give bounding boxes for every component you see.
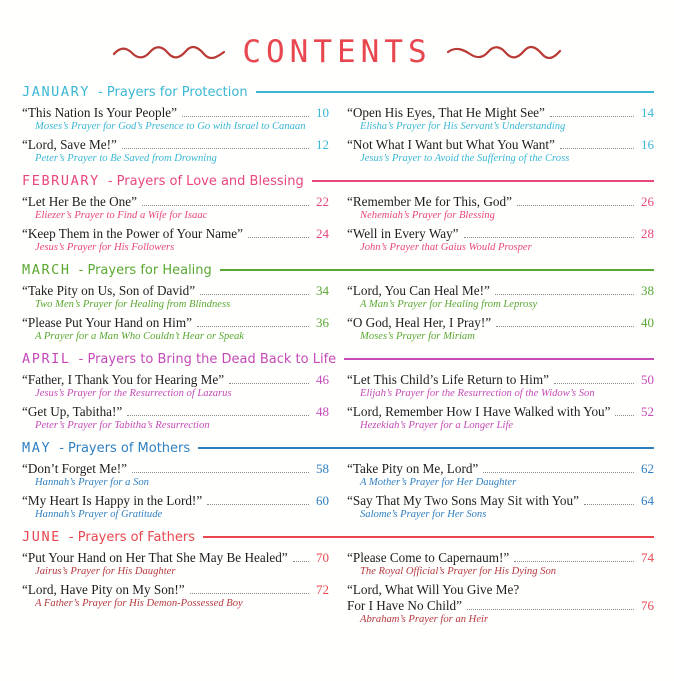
toc-entry-line [347, 137, 654, 152]
toc-entry-subtitle: Hannah’s Prayer of Gratitude [35, 509, 163, 520]
leader-dots [132, 472, 309, 473]
leader-dots [495, 294, 634, 295]
toc-page-number[interactable]: 24 [316, 226, 329, 241]
leader-dots [127, 415, 309, 416]
month-divider [256, 91, 654, 93]
page-title-row [0, 0, 674, 76]
toc-entry-subtitle: John’s Prayer that Gaius Would Prosper [360, 242, 532, 253]
month-block [22, 262, 654, 347]
toc-entry-subtitle: Peter’s Prayer to Be Saved from Drowning [35, 153, 217, 164]
leader-dots [197, 326, 309, 327]
toc-entry-title: “My Heart Is Happy in the Lord!” [22, 493, 203, 508]
month-name: FEBRUARY [22, 173, 100, 189]
toc-page-number[interactable]: 58 [316, 461, 329, 476]
toc-entry-line [347, 404, 654, 419]
toc-entry-title: “This Nation Is Your People” [22, 105, 177, 120]
toc-entry-line [22, 137, 329, 152]
toc-page-number[interactable]: 76 [641, 598, 654, 613]
toc-page-number[interactable]: 62 [641, 461, 654, 476]
toc-page-number[interactable]: 26 [641, 194, 654, 209]
toc-page-number[interactable]: 64 [641, 493, 654, 508]
month-columns [22, 194, 654, 258]
toc-page-number[interactable]: 34 [316, 283, 329, 298]
leader-dots [229, 383, 309, 384]
toc-page-number[interactable]: 16 [641, 137, 654, 152]
toc-entry-subtitle: A Mother’s Prayer for Her Daughter [360, 477, 517, 488]
column-left [22, 194, 329, 258]
column-right [347, 550, 654, 630]
column-right [347, 372, 654, 436]
toc-entry-title-cont: For I Have No Child” [347, 598, 463, 613]
month-divider [344, 358, 654, 360]
toc-entry[interactable] [22, 315, 329, 344]
toc-entry-line [347, 226, 654, 241]
toc-page-number[interactable]: 60 [316, 493, 329, 508]
toc-entry-title: “Put Your Hand on Her That She May Be Healed” [22, 550, 288, 565]
column-left [22, 372, 329, 436]
month-columns [22, 461, 654, 525]
month-name: JUNE [22, 529, 61, 545]
toc-entry-subtitle: Eliezer’s Prayer to Find a Wife for Isaac [35, 210, 208, 221]
month-heading [22, 529, 654, 545]
toc-entry-line [347, 372, 654, 387]
toc-entry-line [22, 194, 329, 209]
leader-dots [467, 609, 634, 610]
leader-dots [584, 504, 634, 505]
toc-entry-subtitle: Elijah’s Prayer for the Resurrection of the Widow’s Son [360, 388, 595, 399]
toc-entry-line [22, 105, 329, 120]
leader-dots [207, 504, 309, 505]
toc-entry[interactable] [22, 226, 329, 255]
toc-entry-line [22, 226, 329, 241]
toc-entry[interactable] [347, 283, 654, 312]
toc-entry[interactable] [22, 105, 329, 134]
toc-entry-subtitle: Elisha’s Prayer for His Servant’s Understanding [360, 121, 566, 132]
toc-entry-title: “O God, Heal Her, I Pray!” [347, 315, 492, 330]
month-subtitle: - Prayers to Bring the Dead Back to Life [78, 351, 337, 367]
toc-entry-title: “Don’t Forget Me!” [22, 461, 127, 476]
toc-entry-line [22, 315, 329, 330]
column-right [347, 461, 654, 525]
month-columns [22, 550, 654, 630]
month-heading [22, 173, 654, 189]
toc-entry-line [347, 550, 654, 565]
toc-entry-title: “Lord, Save Me!” [22, 137, 117, 152]
leader-dots [514, 561, 634, 562]
toc-entry[interactable] [347, 137, 654, 166]
month-divider [220, 269, 654, 271]
leader-dots [560, 148, 634, 149]
column-left [22, 550, 329, 630]
toc-entry-subtitle: Jairus’s Prayer for His Daughter [35, 566, 176, 577]
toc-entry-title: “Father, I Thank You for Hearing Me” [22, 372, 225, 387]
toc-entry-subtitle: Jesus’s Prayer to Avoid the Suffering of the Cross [360, 153, 570, 164]
toc-entry-subtitle: The Royal Official’s Prayer for His Dying Son [360, 566, 557, 577]
toc-entry-title: “Lord, What Will You Give Me? [347, 582, 520, 597]
toc-entry-line [347, 315, 654, 330]
toc-entry-line [22, 461, 329, 476]
toc-entry-line [22, 404, 329, 419]
toc-entry-subtitle: Nehemiah’s Prayer for Blessing [360, 210, 495, 221]
leader-dots [182, 116, 309, 117]
leader-dots [483, 472, 634, 473]
toc-entry[interactable] [22, 550, 329, 579]
toc-entry[interactable] [347, 550, 654, 579]
column-right [347, 283, 654, 347]
month-block [22, 173, 654, 258]
page-title: CONTENTS [242, 34, 432, 70]
toc-entry[interactable] [22, 372, 329, 401]
leader-dots [293, 561, 309, 562]
toc-entry-line [22, 493, 329, 508]
toc-entry-title: “Let Her Be the One” [22, 194, 137, 209]
toc-entry-title: “Let This Child’s Life Return to Him” [347, 372, 549, 387]
month-divider [198, 447, 654, 449]
toc-entry-title: “Please Put Your Hand on Him” [22, 315, 192, 330]
toc-page-number[interactable]: 14 [641, 105, 654, 120]
column-left [22, 283, 329, 347]
toc-entry-title: “Keep Them in the Power of Your Name” [22, 226, 243, 241]
toc-page-number[interactable]: 74 [641, 550, 654, 565]
toc-entry[interactable] [22, 404, 329, 433]
leader-dots [122, 148, 309, 149]
toc-entry[interactable] [22, 137, 329, 166]
toc-entry-title: “Not What I Want but What You Want” [347, 137, 555, 152]
toc-entry-title: “Remember Me for This, God” [347, 194, 512, 209]
month-divider [312, 180, 654, 182]
toc-entry-subtitle: Hannah’s Prayer for a Son [35, 477, 149, 488]
toc-entry-line [347, 283, 654, 298]
toc-entry-subtitle: A Man’s Prayer for Healing from Leprosy [360, 299, 538, 310]
leader-dots [550, 116, 634, 117]
toc-page-number[interactable]: 22 [316, 194, 329, 209]
toc-entry-subtitle: Jesus’s Prayer for His Followers [35, 242, 175, 253]
month-block [22, 529, 654, 630]
month-block [22, 440, 654, 525]
toc-entry[interactable] [347, 582, 654, 627]
toc-entry-line [347, 461, 654, 476]
leader-dots [517, 205, 634, 206]
toc-page-number[interactable]: 38 [641, 283, 654, 298]
toc-entry-line [347, 194, 654, 209]
month-subtitle: - Prayers for Protection [98, 84, 248, 100]
toc-entry-subtitle: Jesus’s Prayer for the Resurrection of Lazarus [35, 388, 232, 399]
toc-entry[interactable] [22, 283, 329, 312]
toc-page-number[interactable]: 48 [316, 404, 329, 419]
month-heading [22, 351, 654, 367]
month-name: JANUARY [22, 84, 91, 100]
toc-entry-line [22, 550, 329, 565]
month-subtitle: - Prayers of Love and Blessing [107, 173, 304, 189]
toc-entry[interactable] [347, 194, 654, 223]
month-divider [203, 536, 654, 538]
toc-entry-subtitle: Hezekiah’s Prayer for a Longer Life [360, 420, 514, 431]
leader-dots [615, 415, 634, 416]
toc-entry[interactable] [347, 461, 654, 490]
toc-entry[interactable] [347, 105, 654, 134]
month-subtitle: - Prayers of Mothers [59, 440, 191, 456]
squiggle-left-icon [112, 45, 228, 59]
toc-page-number[interactable]: 36 [316, 315, 329, 330]
column-left [22, 105, 329, 169]
toc-page-number[interactable]: 28 [641, 226, 654, 241]
leader-dots [200, 294, 309, 295]
toc-entry-title: “Say That My Two Sons May Sit with You” [347, 493, 579, 508]
toc-entry-subtitle: Two Men’s Prayer for Healing from Blindness [35, 299, 231, 310]
toc-entry-line [347, 493, 654, 508]
toc-entry-title: “Get Up, Tabitha!” [22, 404, 123, 419]
toc-entry[interactable] [347, 372, 654, 401]
toc-entry-subtitle: Peter’s Prayer for Tabitha’s Resurrection [35, 420, 210, 431]
column-left [22, 461, 329, 525]
toc-entry[interactable] [347, 315, 654, 344]
month-block [22, 84, 654, 169]
squiggle-right-icon [446, 45, 562, 59]
toc-entry-subtitle: Moses’s Prayer for God’s Presence to Go with Israel to Canaan [35, 121, 306, 132]
toc-entry-line [22, 372, 329, 387]
toc-entry[interactable] [22, 493, 329, 522]
toc-entry[interactable] [347, 226, 654, 255]
column-right [347, 194, 654, 258]
month-name: MAY [22, 440, 52, 456]
leader-dots [190, 593, 309, 594]
leader-dots [142, 205, 309, 206]
month-heading [22, 84, 654, 100]
toc-entry[interactable] [22, 194, 329, 223]
leader-dots [496, 326, 634, 327]
month-columns [22, 372, 654, 436]
month-columns [22, 283, 654, 347]
month-heading [22, 262, 654, 278]
toc-page-number[interactable]: 52 [641, 404, 654, 419]
toc-page-number[interactable]: 50 [641, 372, 654, 387]
toc-entry-title: “Please Come to Capernaum!” [347, 550, 510, 565]
leader-dots [464, 237, 634, 238]
toc-entry-line [22, 582, 329, 597]
toc-entry-line [347, 105, 654, 120]
toc-entry[interactable] [347, 493, 654, 522]
toc-page-number[interactable]: 46 [316, 372, 329, 387]
toc-page-number[interactable]: 10 [316, 105, 329, 120]
toc-entry-subtitle: A Prayer for a Man Who Couldn’t Hear or Speak [35, 331, 245, 342]
month-block [22, 351, 654, 436]
toc-entry-subtitle: A Father’s Prayer for His Demon-Possessed Boy [35, 598, 243, 609]
month-name: MARCH [22, 262, 71, 278]
leader-dots [554, 383, 634, 384]
month-subtitle: - Prayers of Fathers [68, 529, 195, 545]
toc-entry-title: “Open His Eyes, That He Might See” [347, 105, 545, 120]
toc-page-number[interactable]: 72 [316, 582, 329, 597]
toc-entry-subtitle: Moses’s Prayer for Miriam [360, 331, 475, 342]
contents-body [0, 76, 674, 630]
toc-entry-line [22, 283, 329, 298]
toc-page-number[interactable]: 40 [641, 315, 654, 330]
toc-entry[interactable] [347, 404, 654, 433]
month-subtitle: - Prayers for Healing [78, 262, 212, 278]
toc-page-number[interactable]: 12 [316, 137, 329, 152]
month-columns [22, 105, 654, 169]
toc-entry[interactable] [22, 461, 329, 490]
column-right [347, 105, 654, 169]
toc-entry-title: “Well in Every Way” [347, 226, 459, 241]
leader-dots [248, 237, 309, 238]
toc-entry-title: “Take Pity on Me, Lord” [347, 461, 479, 476]
month-heading [22, 440, 654, 456]
toc-entry-title: “Lord, Have Pity on My Son!” [22, 582, 185, 597]
toc-entry-subtitle: Abraham’s Prayer for an Heir [360, 614, 489, 625]
toc-entry-subtitle: Salome’s Prayer for Her Sons [360, 509, 487, 520]
month-name: APRIL [22, 351, 71, 367]
toc-entry-title: “Lord, Remember How I Have Walked with You” [347, 404, 611, 419]
toc-entry-title: “Lord, You Can Heal Me!” [347, 283, 490, 298]
toc-entry-title: “Take Pity on Us, Son of David” [22, 283, 196, 298]
toc-entry[interactable] [22, 582, 329, 611]
toc-page-number[interactable]: 70 [316, 550, 329, 565]
